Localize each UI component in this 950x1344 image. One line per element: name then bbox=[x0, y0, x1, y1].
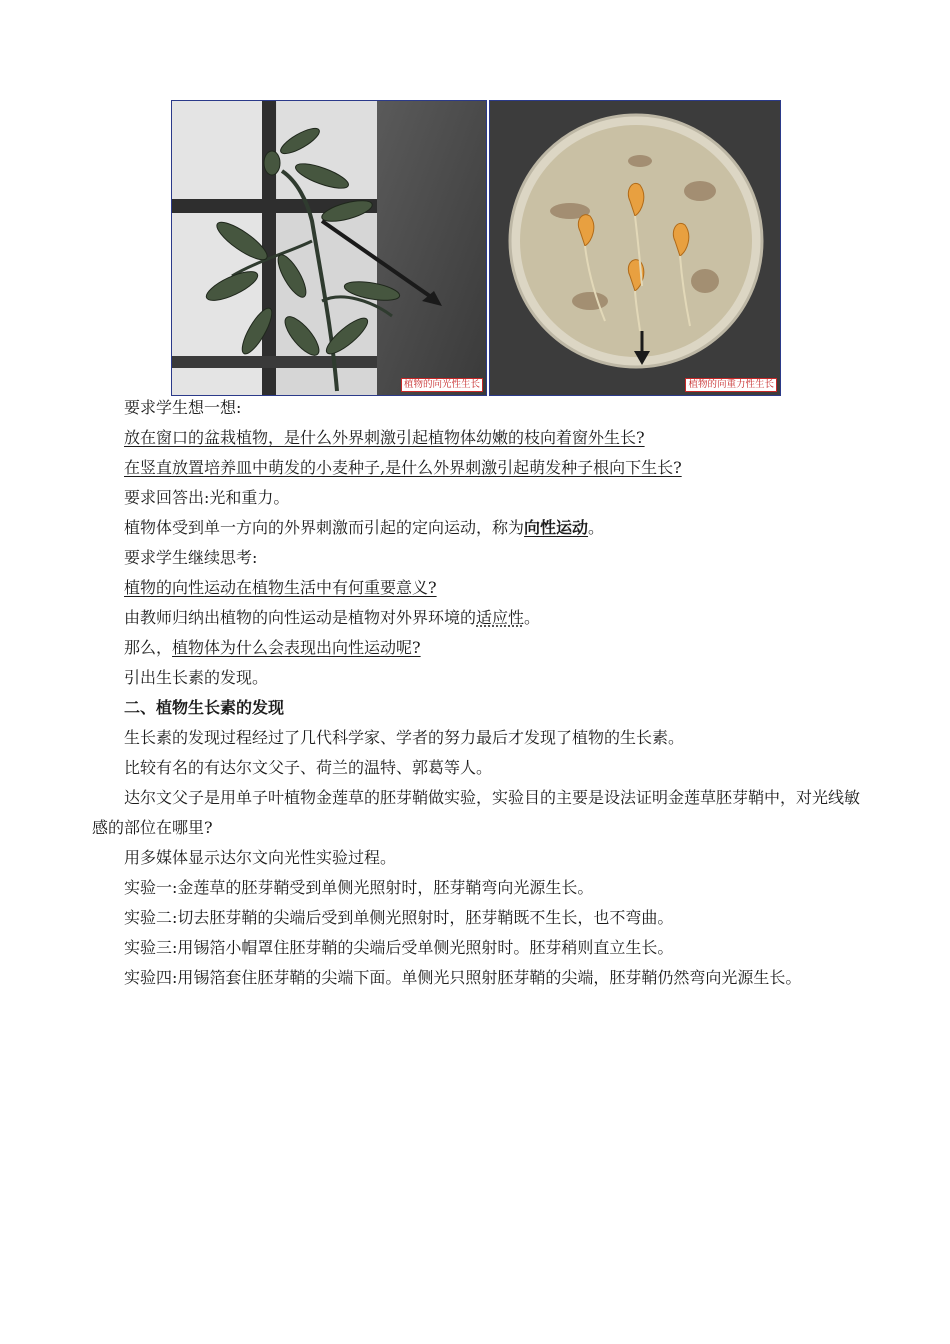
paragraph: 要求学生继续思考: bbox=[124, 548, 258, 567]
paragraph bbox=[92, 633, 868, 663]
paragraph: 要求学生想一想: bbox=[124, 398, 242, 417]
text-span: 植物体受到单一方向的外界刺激而引起的定向运动，称为 bbox=[124, 518, 525, 537]
key-term: 适应性 bbox=[476, 608, 525, 627]
gravitropism-photo bbox=[489, 100, 781, 396]
experiment-3: 实验三:用锡箔小帽罩住胚芽鞘的尖端后受单侧光照射时。胚芽稍则直立生长。 bbox=[124, 938, 674, 957]
paragraph: 达尔文父子是用单子叶植物金莲草的胚芽鞘做实验，实验目的主要是设法证明金莲草胚芽鞘中，对光线敏感的部位在哪里? bbox=[92, 788, 861, 837]
gravitropism-illustration bbox=[490, 101, 780, 395]
document-body bbox=[92, 393, 868, 993]
text-span: 。 bbox=[588, 518, 605, 537]
figure-caption-phototropism: 植物的向光性生长 bbox=[401, 378, 483, 392]
question-3 bbox=[92, 573, 868, 603]
paragraph: 引出生长素的发现。 bbox=[124, 668, 269, 687]
paragraph bbox=[92, 603, 868, 633]
experiment-2: 实验二:切去胚芽鞘的尖端后受到单侧光照射时，胚芽鞘既不生长，也不弯曲。 bbox=[124, 908, 674, 927]
key-term: 向性运动 bbox=[524, 518, 589, 537]
phototropism-photo bbox=[171, 100, 487, 396]
paragraph: 生长素的发现过程经过了几代科学家、学者的努力最后才发现了植物的生长素。 bbox=[124, 728, 685, 747]
experiment-4: 实验四:用锡箔套住胚芽鞘的尖端下面。单侧光只照射胚芽鞘的尖端，胚芽鞘仍然弯向光源生长。 bbox=[124, 968, 802, 987]
figure-group bbox=[171, 100, 781, 396]
phototropism-illustration bbox=[172, 101, 486, 395]
text-span: 那么， bbox=[124, 638, 173, 657]
question-2 bbox=[92, 453, 868, 483]
question-text: 放在窗口的盆栽植物，是什么外界刺激引起植物体幼嫩的枝向着窗外生长? bbox=[124, 428, 645, 447]
question-text: 植物的向性运动在植物生活中有何重要意义? bbox=[124, 578, 437, 597]
experiment-1: 实验一:金莲草的胚芽鞘受到单侧光照射时，胚芽鞘弯向光源生长。 bbox=[124, 878, 594, 897]
question-text: 植物体为什么会表现出向性运动呢? bbox=[172, 638, 421, 657]
figure-caption-gravitropism: 植物的向重力性生长 bbox=[685, 378, 777, 392]
paragraph: 用多媒体显示达尔文向光性实验过程。 bbox=[124, 848, 397, 867]
text-span: 。 bbox=[524, 608, 541, 627]
question-text: 在竖直放置培养皿中萌发的小麦种子,是什么外界刺激引起萌发种子根向下生长? bbox=[124, 458, 682, 477]
paragraph: 要求回答出:光和重力。 bbox=[124, 488, 290, 507]
question-1 bbox=[92, 423, 868, 453]
paragraph: 比较有名的有达尔文父子、荷兰的温特、郭葛等人。 bbox=[124, 758, 493, 777]
section-heading: 二、植物生长素的发现 bbox=[124, 698, 285, 717]
definition-paragraph bbox=[92, 513, 868, 543]
text-span: 由教师归纳出植物的向性运动是植物对外界环境的 bbox=[124, 608, 477, 627]
